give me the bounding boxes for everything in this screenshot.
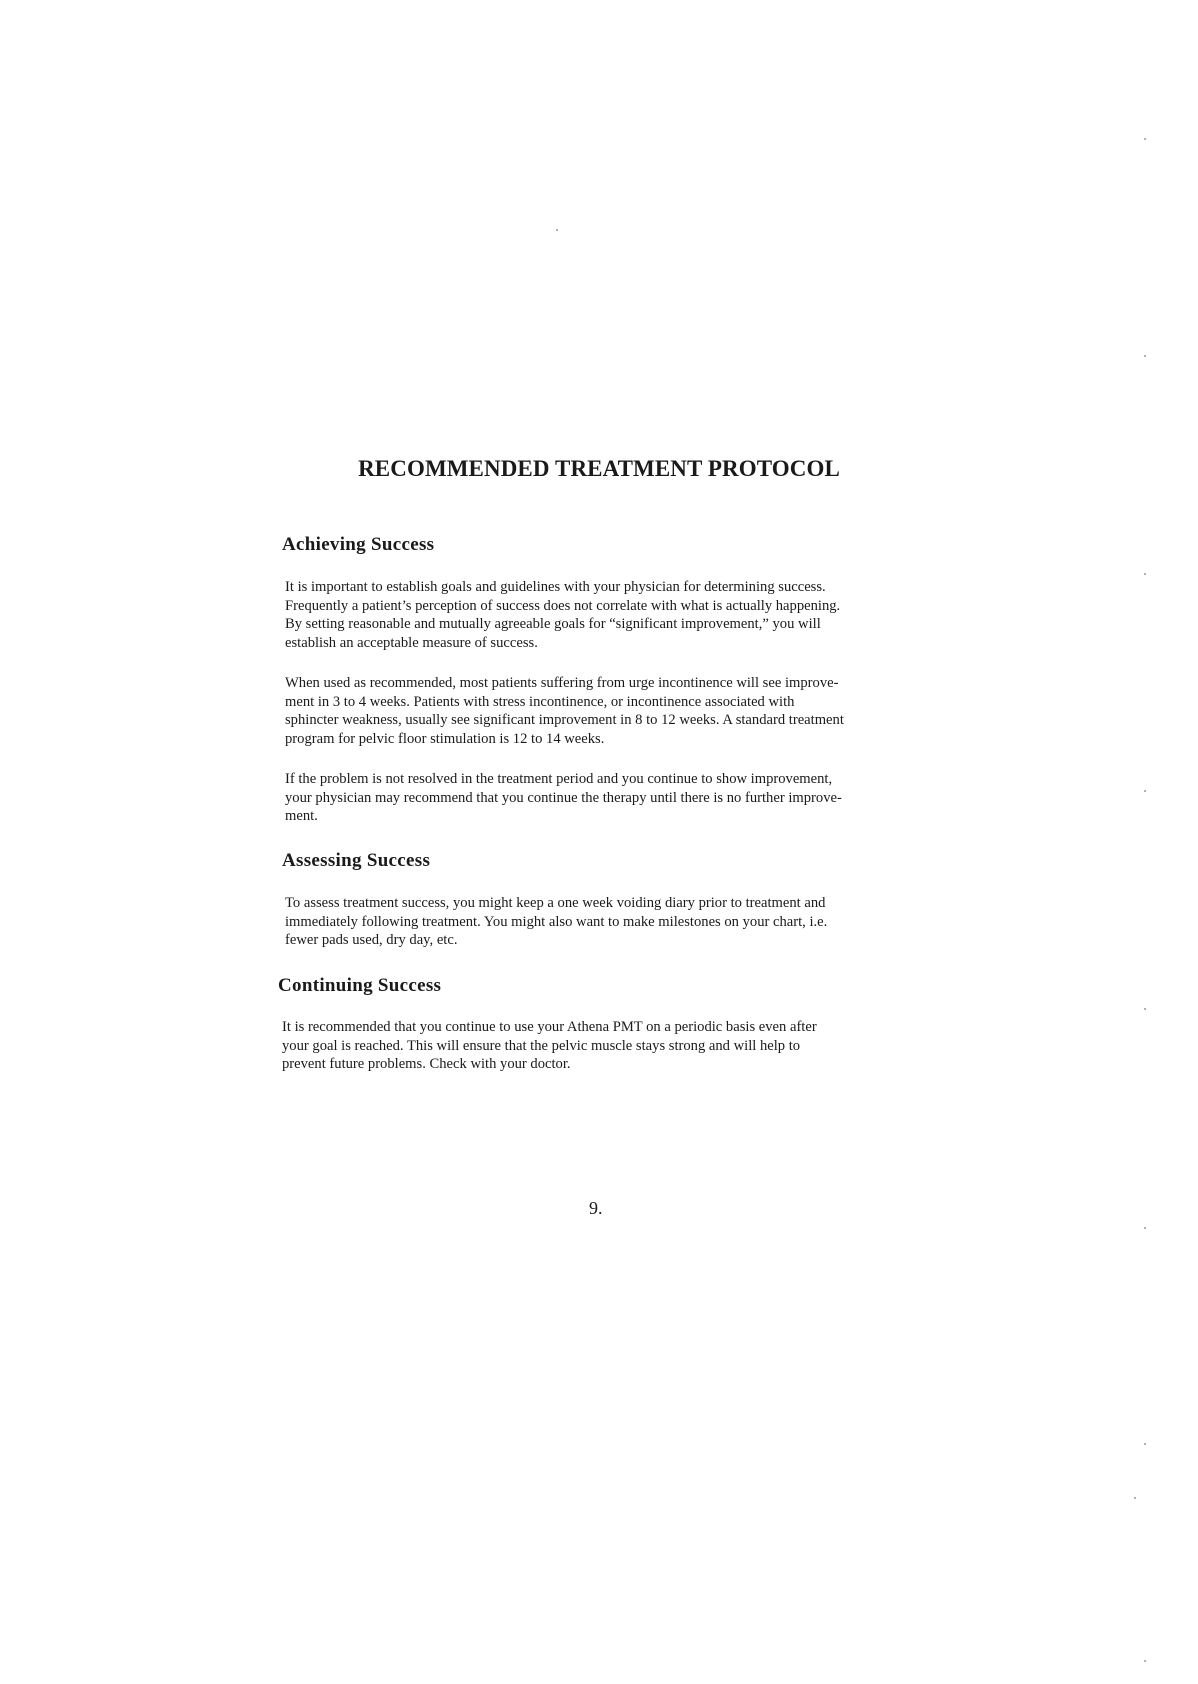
text-line: If the problem is not resolved in the treatment period and you continue to show improvement, [285,771,833,787]
page-number: 9. [589,1198,603,1218]
text-line: prevent future problems. Check with your doctor. [282,1056,571,1072]
text-line: By setting reasonable and mutually agreeable goals for “significant improvement,” you will [285,616,821,632]
text-line: It is important to establish goals and guidelines with your physician for determining success. [285,579,826,595]
text-line: ment in 3 to 4 weeks. Patients with stress incontinence, or incontinence associated with [285,693,795,710]
paragraph-achieving-success-2 [285,674,965,748]
scan-speck [1144,1008,1146,1010]
text-line: To assess treatment success, you might keep a one week voiding diary prior to treatment and [285,895,826,911]
scan-speck [556,229,558,231]
text-line: sphincter weakness, usually see significant improvement in 8 to 12 weeks. A standard treatment [285,712,844,728]
text-line: fewer pads used, dry day, etc. [285,932,458,948]
paragraph-assessing-success [285,894,965,950]
scan-speck [1144,1227,1146,1229]
text-line: program for pelvic floor stimulation is 12 to 14 weeks. [285,730,605,747]
scan-speck [1134,1497,1136,1499]
section-heading-assessing-success: Assessing Success [282,850,431,871]
paragraph-achieving-success-3 [285,770,965,826]
section-heading-continuing-success: Continuing Success [278,975,442,996]
scan-speck [1144,355,1146,357]
scan-speck [1144,1443,1146,1445]
text-line: your physician may recommend that you continue the therapy until there is no further improve- [285,789,842,806]
paragraph-continuing-success [282,1018,962,1074]
text-line: your goal is reached. This will ensure that the pelvic muscle stays strong and will help to [282,1037,801,1054]
text-line: establish an acceptable measure of success. [285,634,538,651]
page-title: RECOMMENDED TREATMENT PROTOCOL [358,456,840,481]
text-line: It is recommended that you continue to use your Athena PMT on a periodic basis even after [282,1019,817,1035]
scan-speck [1144,1660,1146,1662]
scan-speck [1144,573,1146,575]
section-heading-achieving-success: Achieving Success [282,534,435,555]
text-line: ment. [285,808,318,824]
text-line: immediately following treatment. You might also want to make milestones on your chart, i.e. [285,913,828,930]
text-line: When used as recommended, most patients suffering from urge incontinence will see improve- [285,675,839,691]
scan-speck [1144,138,1146,140]
scan-speck [1144,790,1146,792]
text-line: Frequently a patient’s perception of success does not correlate with what is actually happening. [285,597,841,614]
paragraph-achieving-success-1 [285,578,965,652]
